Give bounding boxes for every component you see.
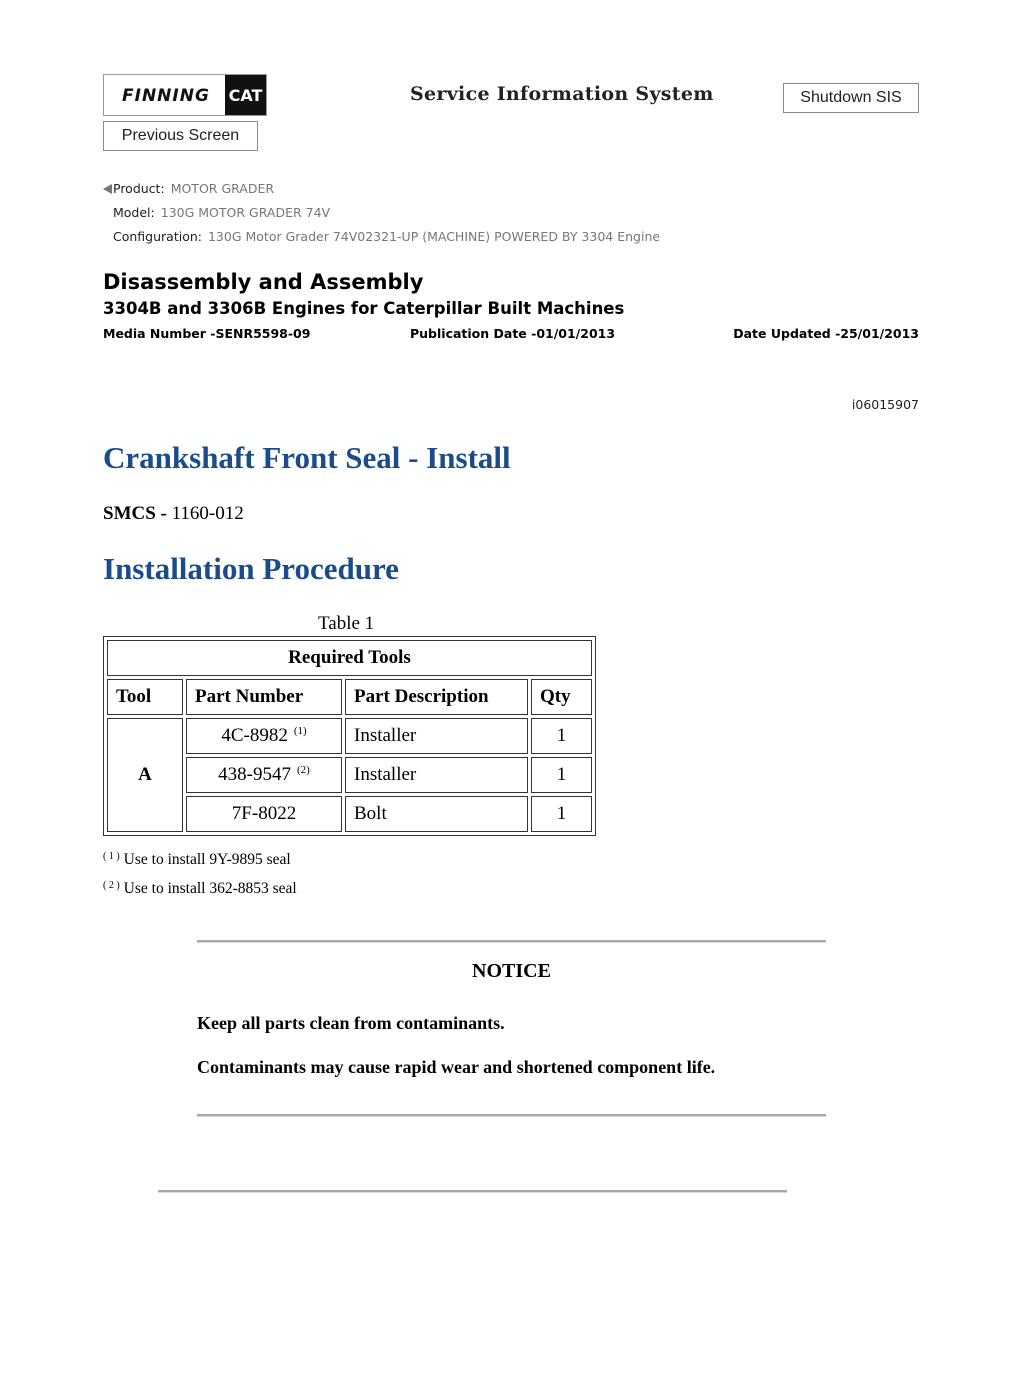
page-title: Crankshaft Front Seal - Install <box>103 440 511 475</box>
configuration-value: 130G Motor Grader 74V02321-UP (MACHINE) POWERED BY 3304 Engine <box>207 229 661 244</box>
smcs-value: 1160-012 <box>171 503 244 524</box>
notice-text: Contaminants may cause rapid wear and shortened component life. <box>197 1057 716 1077</box>
model-info-row <box>113 205 330 220</box>
media-number: Media Number -SENR5598-09 <box>103 326 311 341</box>
part-description-cell: Bolt <box>345 796 528 832</box>
part-number-cell: 4C-8982 $^{(1)}$ <box>186 718 342 754</box>
part-description-cell: Installer <box>345 757 528 793</box>
configuration-info-row <box>113 229 660 244</box>
footnote: $^{( 1 )}$ Use to install 9Y-9895 seal <box>103 851 291 868</box>
table-row <box>107 718 592 754</box>
table-caption: Table 1 <box>318 613 375 634</box>
required-tools-table <box>103 636 596 836</box>
date-updated: Date Updated -25/01/2013 <box>733 326 919 341</box>
notice-divider-bottom <box>197 1114 826 1117</box>
document-subheading: 3304B and 3306B Engines for Caterpillar Built Machines <box>103 299 625 318</box>
system-title: Service Information System <box>410 83 714 105</box>
shutdown-sis-button[interactable]: Shutdown SIS <box>783 83 919 113</box>
cat-logo: CAT <box>225 75 266 115</box>
document-heading: Disassembly and Assembly <box>103 270 424 294</box>
model-value: 130G MOTOR GRADER 74V <box>160 205 331 220</box>
column-header: Part Number <box>186 679 342 715</box>
table-header-row <box>107 679 592 715</box>
smcs-code <box>103 503 244 525</box>
back-arrow-icon[interactable] <box>103 184 112 194</box>
model-label: Model: <box>113 205 155 220</box>
tool-letter: A <box>107 718 183 832</box>
configuration-label: Configuration: <box>113 229 202 244</box>
notice-title: NOTICE <box>472 960 551 982</box>
column-header: Qty <box>531 679 592 715</box>
product-info-row <box>103 181 274 196</box>
part-number-cell: 438-9547 $^{(2)}$ <box>186 757 342 793</box>
product-value: MOTOR GRADER <box>170 181 275 196</box>
qty-cell: 1 <box>531 757 592 793</box>
part-number-cell: 7F-8022 <box>186 796 342 832</box>
column-header: Tool <box>107 679 183 715</box>
finning-logo-text: FINNING <box>122 86 210 106</box>
section-title: Installation Procedure <box>103 551 399 586</box>
smcs-label: SMCS - <box>103 503 172 524</box>
column-header: Part Description <box>345 679 528 715</box>
part-description-cell: Installer <box>345 718 528 754</box>
table-title: Required Tools <box>107 640 592 676</box>
footnote-ref: (1) <box>293 725 307 737</box>
product-label: Product: <box>113 181 165 196</box>
page-divider <box>158 1190 787 1193</box>
document-id: i06015907 <box>851 397 919 412</box>
footnote-ref: (2) <box>297 764 310 776</box>
publication-date: Publication Date -01/01/2013 <box>410 326 616 341</box>
notice-divider-top <box>197 940 826 943</box>
notice-text: Keep all parts clean from contaminants. <box>197 1013 505 1033</box>
previous-screen-button[interactable]: Previous Screen <box>103 121 258 151</box>
qty-cell: 1 <box>531 796 592 832</box>
qty-cell: 1 <box>531 718 592 754</box>
footnote: $^{( 2 )}$ Use to install 362-8853 seal <box>103 880 297 897</box>
